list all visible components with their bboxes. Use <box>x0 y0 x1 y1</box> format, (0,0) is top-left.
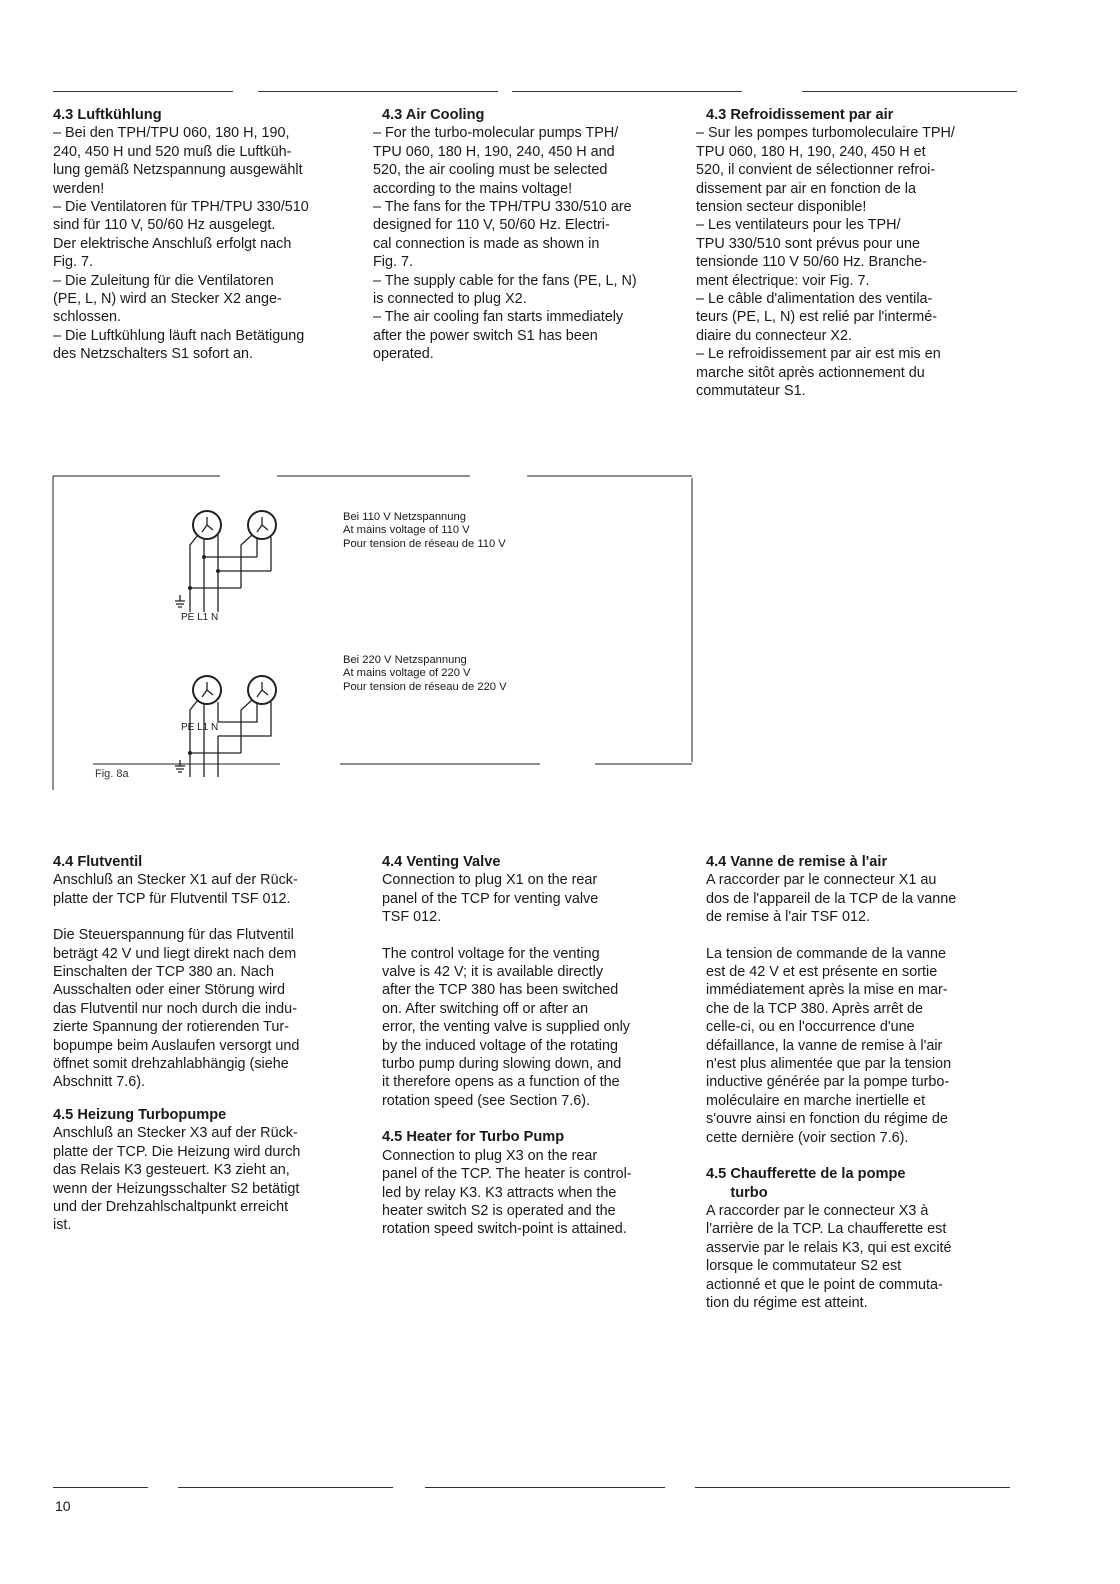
rule <box>53 1487 148 1488</box>
figure-caption: Fig. 8a <box>95 768 129 780</box>
paragraph: – Le refroidissement par air est mis en marche sitôt après actionnement du commutateur S1. <box>696 346 941 400</box>
heading: 4.4 Venting Valve <box>382 854 501 870</box>
paragraph: – Bei den TPH/TPU 060, 180 H, 190, 240, 450 H und 520 muß die Luftküh- lung gemäß Netzspannung ausgewählt werden! <box>53 125 303 197</box>
heading: 4.4 Flutventil <box>53 854 143 870</box>
paragraph: – Die Zuleitung für die Ventilatoren (PE, L, N) wird an Stecker X2 ange- schlossen. <box>53 272 282 326</box>
paragraph: – Die Ventilatoren für TPH/TPU 330/510 sind für 110 V, 50/60 Hz ausgelegt. Der elektrische Anschluß erfolgt nach Fig. 7. <box>53 199 309 271</box>
paragraph: La tension de commande de la vanne est de 42 V et est présente en sortie immédiatement après la mise en mar- che de la TCP 380. Après arrêt de celle-ci, ou en l'occurrence d'une défaillance, la vanne de remise à l'air n'est plus alimentée que par la tension inductive générée par la pompe turbo- moléculaire en marche inertielle et s'ouvre ainsi en fonction du régime de cette dernière (voir section 7.6). <box>706 945 952 1146</box>
heading: 4.3 Refroidissement par air <box>706 107 894 123</box>
heading: 4.3 Air Cooling <box>382 107 485 123</box>
paragraph: Anschluß an Stecker X1 auf der Rück- platte der TCP für Flutventil TSF 012. <box>53 872 298 907</box>
caption-220v: Bei 220 V Netzspannung At mains voltage of 220 V Pour tension de réseau de 220 V <box>343 654 507 693</box>
paragraph: – Sur les pompes turbomoleculaire TPH/ TPU 060, 180 H, 190, 240, 450 H et 520, il convient de sélectionner refroi- dissement par air en fonction de la tension secteur disponible! <box>696 125 955 216</box>
heading: 4.3 Luftkühlung <box>53 107 162 123</box>
paragraph: – The air cooling fan starts immediately after the power switch S1 has been operated. <box>373 309 624 363</box>
paragraph: Connection to plug X3 on the rear panel of the TCP. The heater is control- led by relay K3. K3 attracts when the heater switch S2 is operated and the rotation speed switch-point is attained. <box>382 1147 632 1238</box>
section-en-lower <box>382 853 702 1239</box>
heading: 4.4 Vanne de remise à l'air <box>706 854 888 870</box>
paragraph: – The fans for the TPH/TPU 330/510 are designed for 110 V, 50/60 Hz. Electri- cal connection is made as shown in Fig. 7. <box>373 199 632 271</box>
paragraph: Die Steuerspannung für das Flutventil beträgt 42 V und liegt direkt nach dem Einschalten der TCP 380 an. Nach Ausschalten oder einer Störung wird das Flutventil nur noch durch die indu- zierte Spannung der rotierenden Tur- bopumpe beim Auslaufen versorgt und öffnet somit drehzahlabhängig (siehe Abschnitt 7.6). <box>53 927 300 1091</box>
page-number: 10 <box>55 1498 71 1514</box>
diagram-110v <box>175 511 276 612</box>
heading: 4.5 Heater for Turbo Pump <box>382 1129 565 1146</box>
paragraph: – Le câble d'alimentation des ventila- teurs (PE, L, N) est relié par l'intermé- diaire du connecteur X2. <box>696 291 938 344</box>
rule <box>425 1487 665 1488</box>
paragraph: – Les ventilateurs pour les TPH/ TPU 330/510 sont prévus pour une tensionde 110 V 50/60 Hz. Branche- ment électrique: voir Fig. 7. <box>696 217 927 289</box>
section-fr-lower <box>706 853 1026 1312</box>
heading: 4.5 Chaufferette de la pompe turbo <box>706 1166 906 1201</box>
heading: 4.5 Heizung Turbopumpe <box>53 1106 227 1123</box>
paragraph: – Die Luftkühlung läuft nach Betätigung des Netzschalters S1 sofort an. <box>53 327 305 363</box>
terminal-labels: PE L1 N <box>181 722 219 733</box>
paragraph: A raccorder par le connecteur X1 au dos de l'appareil de la TCP de la vanne de remise à l'air TSF 012. <box>706 872 957 926</box>
caption-110v: Bei 110 V Netzspannung At mains voltage of 110 V Pour tension de réseau de 110 V <box>343 511 506 550</box>
paragraph: The control voltage for the venting valve is 42 V; it is available directly after the TCP 380 has been switched on. After switching off or after an error, the venting valve is supplied only by the induced voltage of the rotating turbo pump during slowing down, and it therefore opens as a function of the rotation speed (see Section 7.6). <box>382 945 630 1109</box>
section-de-lower <box>53 853 373 1235</box>
terminal-labels: PE L1 N <box>181 612 219 623</box>
paragraph: Anschluß an Stecker X3 auf der Rück- platte der TCP. Die Heizung wird durch das Relais K3 gesteuert. K3 zieht an, wenn der Heizungsschalter S2 betätigt und der Drehzahlschaltpunkt erreicht ist. <box>53 1125 301 1234</box>
rule <box>695 1487 1010 1488</box>
paragraph: Connection to plug X1 on the rear panel of the TCP for venting valve TSF 012. <box>382 872 599 926</box>
paragraph: A raccorder par le connecteur X3 à l'arrière de la TCP. La chaufferette est asservie par le relais K3, qui est excité lorsque le commutateur S2 est actionné et que le point de commuta- tion du régime est atteint. <box>706 1202 952 1311</box>
paragraph: – For the turbo-molecular pumps TPH/ TPU 060, 180 H, 190, 240, 450 H and 520, the air cooling must be selected according to the mains voltage! <box>373 125 619 197</box>
rule <box>178 1487 393 1488</box>
paragraph: – The supply cable for the fans (PE, L, N) is connected to plug X2. <box>373 272 637 308</box>
